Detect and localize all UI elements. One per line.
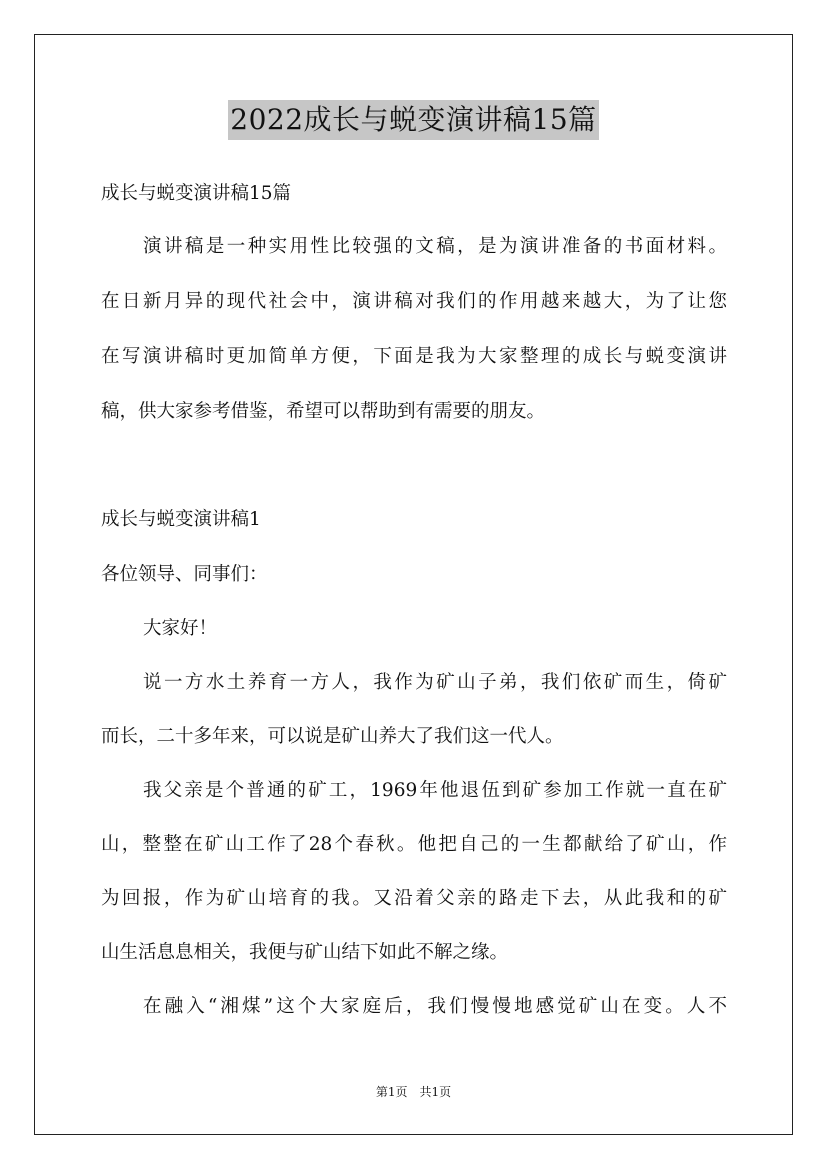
subtitle: 成长与蜕变演讲稿15篇 <box>101 183 292 204</box>
intro-line-2: 在日新月异的现代社会中，演讲稿对我们的作用越来越大，为了让您 <box>101 291 727 312</box>
salutation: 各位领导、同事们： <box>101 564 268 585</box>
document-title: 2022成长与蜕变演讲稿15篇 <box>228 100 598 140</box>
paragraph-2-line-1: 我父亲是个普通的矿工，1969年他退伍到矿参加工作就一直在矿 <box>143 780 727 801</box>
section-heading: 成长与蜕变演讲稿1 <box>101 509 261 530</box>
greeting: 大家好！ <box>143 618 218 639</box>
paragraph-2-line-3: 为回报，作为矿山培育的我。又沿着父亲的路走下去，从此我和的矿 <box>101 888 727 909</box>
page-footer: 第1页 共1页 <box>375 1085 452 1099</box>
intro-line-3: 在写演讲稿时更加简单方便，下面是我为大家整理的成长与蜕变演讲 <box>101 346 727 367</box>
paragraph-2-line-4: 山生活息息相关，我便与矿山结下如此不解之缘。 <box>101 942 509 963</box>
paragraph-1-line-1: 说一方水土养育一方人，我作为矿山子弟，我们依矿而生，倚矿 <box>143 672 727 693</box>
title-container <box>0 100 827 140</box>
paragraph-1-line-2: 而长，二十多年来，可以说是矿山养大了我们这一代人。 <box>101 726 564 747</box>
intro-line-1: 演讲稿是一种实用性比较强的文稿，是为演讲准备的书面材料。 <box>143 236 727 257</box>
paragraph-3-line-1: 在融入“湘煤”这个大家庭后，我们慢慢地感觉矿山在变。人不 <box>143 996 727 1017</box>
paragraph-2-line-2: 山，整整在矿山工作了28个春秋。他把自己的一生都献给了矿山，作 <box>101 834 727 855</box>
intro-line-4: 稿，供大家参考借鉴，希望可以帮助到有需要的朋友。 <box>101 401 546 422</box>
